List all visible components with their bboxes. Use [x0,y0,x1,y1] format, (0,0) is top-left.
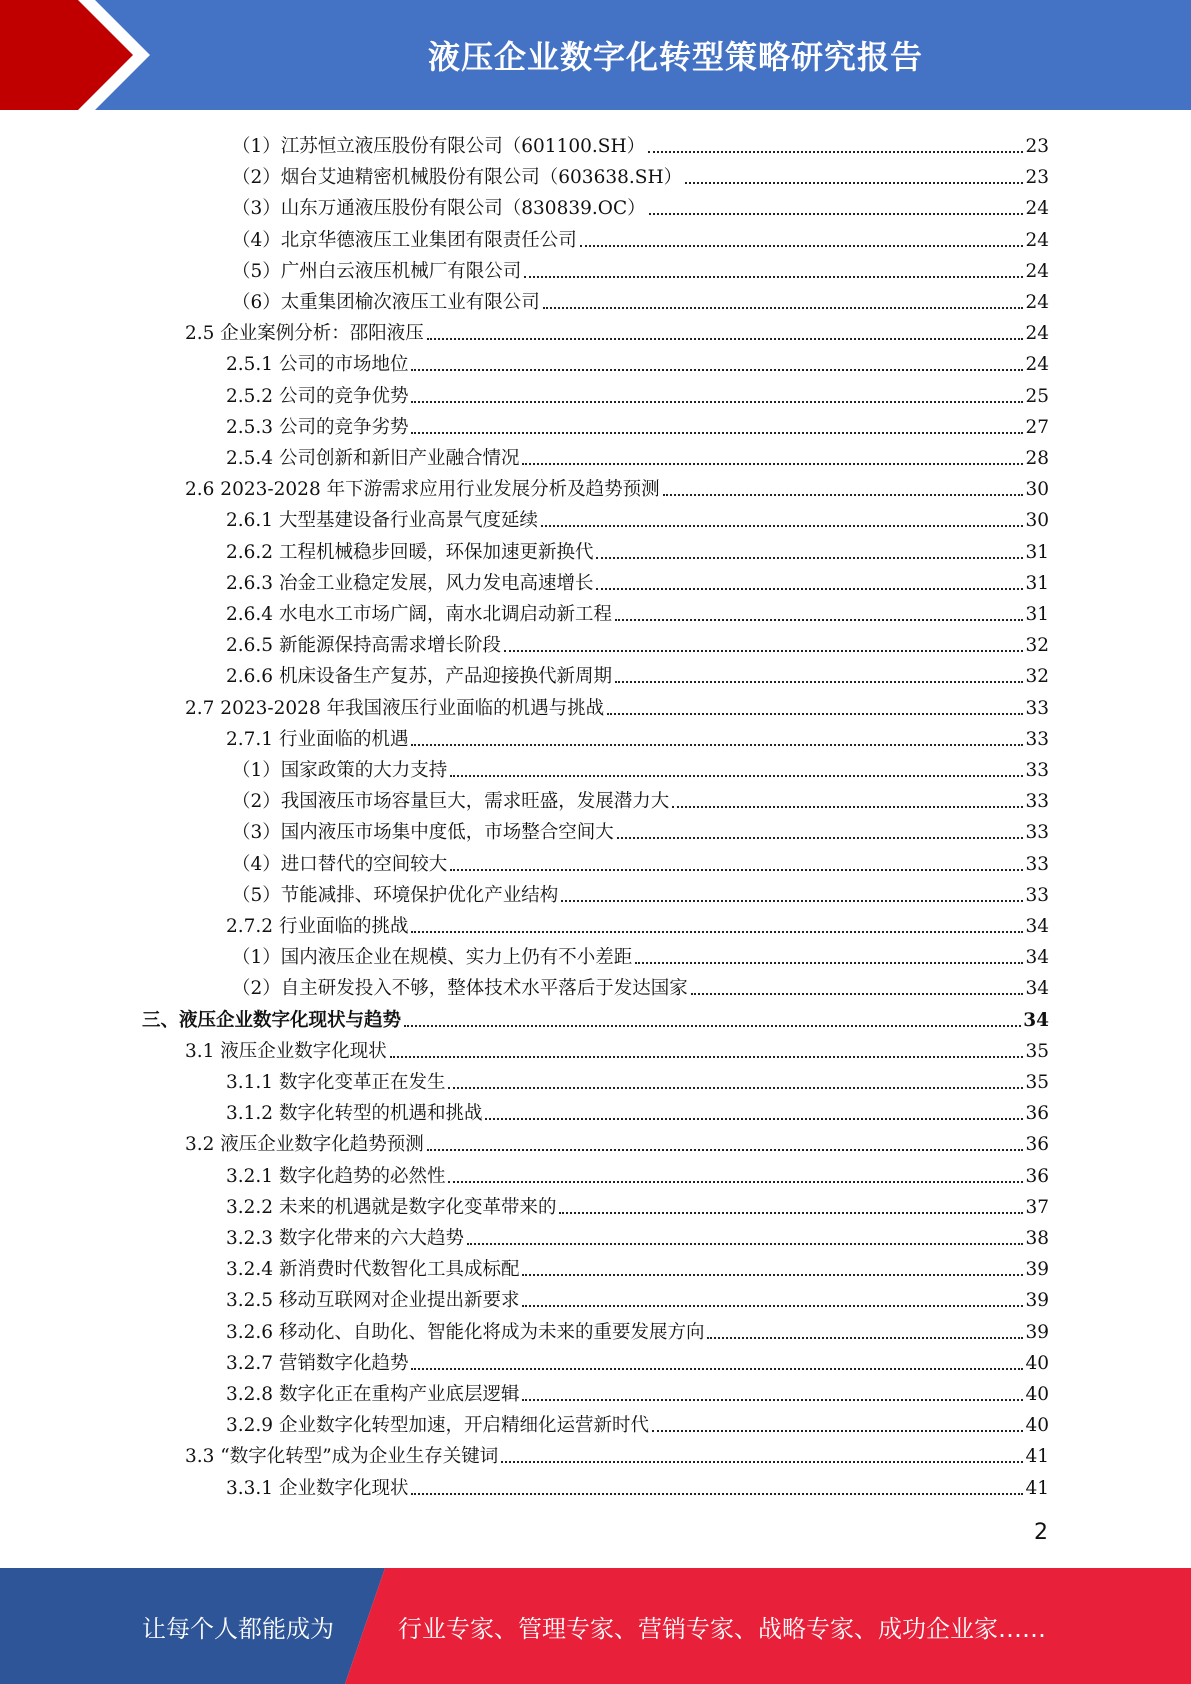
toc-entry-page: 33 [1025,698,1049,719]
toc-dot-leader [707,1337,1023,1339]
toc-entry-label: （3）山东万通液压股份有限公司（830839.OC） [232,198,646,219]
toc-dot-leader [561,900,1023,902]
toc-entry-label: 2.7 2023-2028 年我国液压行业面临的机遇与挑战 [185,698,605,719]
report-title: 液压企业数字化转型策略研究报告 [427,38,923,76]
toc-entry[interactable] [226,1250,1049,1281]
toc-dot-leader [450,775,1023,777]
toc-entry-label: 2.7.2 行业面临的挑战 [226,916,409,937]
toc-dot-leader [485,1118,1023,1120]
toc-dot-leader [522,1274,1023,1276]
toc-entry-page: 30 [1025,510,1049,531]
toc-entry-label: （2）我国液压市场容量巨大，需求旺盛，发展潜力大 [232,791,670,812]
toc-entry-page: 39 [1025,1259,1049,1280]
toc-entry-label: （4）北京华德液压工业集团有限责任公司 [232,230,577,251]
toc-entry[interactable] [232,127,1049,158]
toc-dot-leader [635,962,1023,964]
toc-entry-label: （1）江苏恒立液压股份有限公司（601100.SH） [232,136,646,157]
toc-entry-label: （1）国内液压企业在规模、实力上仍有不小差距 [232,947,633,968]
toc-entry[interactable] [226,1406,1049,1437]
toc-entry-page: 31 [1025,542,1049,563]
toc-entry-page: 34 [1023,1010,1049,1031]
toc-entry-page: 33 [1025,760,1049,781]
toc-entry[interactable] [226,626,1049,657]
chevron-arrow-icon [0,0,160,110]
toc-dot-leader [411,1368,1023,1370]
toc-entry-page: 24 [1025,198,1049,219]
toc-entry[interactable] [226,1157,1049,1188]
toc-entry-label: 3.1.2 数字化转型的机遇和挑战 [226,1103,483,1124]
toc-entry-page: 28 [1025,448,1049,469]
toc-dot-leader [522,1399,1023,1401]
toc-dot-leader [411,369,1023,371]
toc-entry-page: 38 [1025,1228,1049,1249]
toc-entry-label: 2.5.2 公司的竞争优势 [226,386,409,407]
toc-entry[interactable] [226,1281,1049,1312]
toc-entry-label: （6）太重集团榆次液压工业有限公司 [232,292,540,313]
toc-entry[interactable] [185,314,1049,345]
toc-dot-leader [685,182,1023,184]
toc-entry[interactable] [232,969,1049,1000]
toc-dot-leader [411,1493,1023,1495]
toc-entry[interactable] [232,283,1049,314]
toc-dot-leader [501,1461,1023,1463]
toc-entry-label: 2.6.4 水电水工市场广阔，南水北调启动新工程 [226,604,612,625]
toc-entry-page: 36 [1025,1103,1049,1124]
toc-entry[interactable] [226,1469,1049,1500]
toc-entry-label: 2.6.6 机床设备生产复苏，产品迎接换代新周期 [226,666,612,687]
toc-entry-label: 2.6.2 工程机械稳步回暖，环保加速更新换代 [226,542,594,563]
toc-entry-label: 3.2.6 移动化、自助化、智能化将成为未来的重要发展方向 [226,1322,705,1343]
toc-dot-leader [411,432,1023,434]
toc-entry-page: 33 [1025,885,1049,906]
toc-dot-leader [648,151,1023,153]
toc-entry-label: （4）进口替代的空间较大 [232,854,448,875]
page-footer [0,1568,1191,1684]
toc-entry-page: 40 [1025,1353,1049,1374]
toc-entry-label: 2.7.1 行业面临的机遇 [226,729,409,750]
toc-entry[interactable] [226,1219,1049,1250]
toc-dot-leader [691,993,1024,995]
toc-entry-page: 24 [1025,323,1049,344]
toc-entry-page: 37 [1025,1197,1049,1218]
toc-entry[interactable] [232,221,1049,252]
report-header [0,0,1191,110]
toc-dot-leader [390,1056,1024,1058]
page-number: 2 [1034,1520,1048,1545]
toc-entry-page: 23 [1025,136,1049,157]
toc-entry-page: 41 [1025,1478,1049,1499]
toc-entry[interactable] [226,564,1049,595]
toc-entry[interactable] [226,408,1049,439]
toc-entry-label: 2.5.4 公司创新和新旧产业融合情况 [226,448,520,469]
toc-dot-leader [427,338,1024,340]
toc-entry-label: 3.2.8 数字化正在重构产业底层逻辑 [226,1384,520,1405]
toc-dot-leader [559,1212,1023,1214]
toc-entry-label: （2）烟台艾迪精密机械股份有限公司（603638.SH） [232,167,683,188]
toc-dot-leader [522,1305,1023,1307]
toc-entry[interactable] [226,595,1049,626]
toc-entry-page: 35 [1025,1041,1049,1062]
toc-entry[interactable] [226,720,1049,751]
toc-entry[interactable] [232,876,1049,907]
toc-entry-page: 35 [1025,1072,1049,1093]
toc-entry-page: 36 [1025,1134,1049,1155]
toc-dot-leader [448,1087,1023,1089]
toc-entry[interactable] [142,1001,1049,1032]
toc-entry-label: 3.2.4 新消费时代数智化工具成标配 [226,1259,520,1280]
toc-entry-page: 23 [1025,167,1049,188]
toc-entry[interactable] [185,689,1049,720]
toc-dot-leader [411,744,1023,746]
toc-dot-leader [467,1243,1023,1245]
toc-entry[interactable] [226,657,1049,688]
toc-dot-leader [596,557,1023,559]
toc-entry-label: 2.6.1 大型基建设备行业高景气度延续 [226,510,538,531]
toc-entry[interactable] [226,501,1049,532]
toc-entry-page: 41 [1025,1446,1049,1467]
toc-dot-leader [615,681,1023,683]
toc-dot-leader [448,1181,1023,1183]
toc-dot-leader [617,837,1024,839]
toc-entry-page: 40 [1025,1415,1049,1436]
toc-entry-page: 32 [1025,635,1049,656]
toc-dot-leader [524,276,1023,278]
toc-dot-leader [504,650,1023,652]
toc-entry-label: 3.3.1 企业数字化现状 [226,1478,409,1499]
toc-entry-label: 3.2.7 营销数字化趋势 [226,1353,409,1374]
toc-entry-page: 31 [1025,604,1049,625]
toc-entry-label: 3.2.9 企业数字化转型加速，开启精细化运营新时代 [226,1415,649,1436]
toc-entry[interactable] [185,1032,1049,1063]
toc-entry[interactable] [226,377,1049,408]
footer-slogan-right: 行业专家、管理专家、营销专家、战略专家、成功企业家…… [398,1614,1046,1643]
toc-entry-label: 3.1.1 数字化变革正在发生 [226,1072,446,1093]
toc-entry-label: 3.2.3 数字化带来的六大趋势 [226,1228,464,1249]
toc-entry-page: 40 [1025,1384,1049,1405]
toc-entry[interactable] [232,813,1049,844]
toc-dot-leader [596,588,1023,590]
toc-dot-leader [607,713,1023,715]
toc-entry[interactable] [185,1437,1049,1468]
toc-entry-page: 24 [1025,261,1049,282]
toc-entry[interactable] [226,907,1049,938]
toc-entry-label: 3.2.5 移动互联网对企业提出新要求 [226,1290,520,1311]
toc-entry-page: 39 [1025,1290,1049,1311]
toc-entry-page: 33 [1025,791,1049,812]
toc-entry[interactable] [226,533,1049,564]
toc-dot-leader [522,463,1023,465]
toc-entry-label: （1）国家政策的大力支持 [232,760,448,781]
toc-dot-leader [541,525,1023,527]
toc-dot-leader [543,307,1024,309]
toc-entry-page: 36 [1025,1166,1049,1187]
toc-dot-leader [615,619,1023,621]
toc-entry-label: （5）节能减排、环境保护优化产业结构 [232,885,559,906]
toc-entry[interactable] [232,158,1049,189]
toc-entry[interactable] [226,1094,1049,1125]
toc-entry-label: 2.6 2023-2028 年下游需求应用行业发展分析及趋势预测 [185,479,660,500]
toc-entry[interactable] [232,751,1049,782]
toc-entry-page: 24 [1025,354,1049,375]
toc-entry-label: （5）广州白云液压机械厂有限公司 [232,261,522,282]
footer-slogan-left: 让每个人都能成为 [142,1614,334,1643]
toc-entry[interactable] [185,470,1049,501]
toc-dot-leader [427,1149,1024,1151]
toc-entry-label: 2.5 企业案例分析：邵阳液压 [185,323,424,344]
toc-dot-leader [663,494,1024,496]
toc-entry[interactable] [226,1063,1049,1094]
toc-entry-page: 25 [1025,386,1049,407]
toc-dot-leader [652,1430,1023,1432]
toc-entry-label: 3.1 液压企业数字化现状 [185,1041,387,1062]
toc-entry[interactable] [226,1344,1049,1375]
toc-entry-label: 3.2 液压企业数字化趋势预测 [185,1134,424,1155]
toc-entry-page: 24 [1025,230,1049,251]
toc-dot-leader [404,1025,1021,1027]
toc-dot-leader [411,401,1023,403]
toc-dot-leader [450,869,1023,871]
toc-entry-page: 32 [1025,666,1049,687]
toc-entry-label: 2.6.5 新能源保持高需求增长阶段 [226,635,501,656]
toc-entry-label: 3.2.2 未来的机遇就是数字化变革带来的 [226,1197,557,1218]
toc-entry[interactable] [232,845,1049,876]
toc-entry-page: 34 [1025,947,1049,968]
toc-entry-label: 2.5.1 公司的市场地位 [226,354,409,375]
toc-entry-label: 三、液压企业数字化现状与趋势 [142,1010,402,1031]
toc-entry-label: （2）自主研发投入不够，整体技术水平落后于发达国家 [232,978,688,999]
toc-entry-label: 3.3 “数字化转型”成为企业生存关键词 [185,1446,499,1467]
toc-dot-leader [580,245,1024,247]
toc-dot-leader [649,213,1024,215]
toc-entry[interactable] [232,782,1049,813]
toc-dot-leader [672,806,1023,808]
toc-entry[interactable] [232,252,1049,283]
toc-entry-page: 30 [1025,479,1049,500]
toc-entry-label: 3.2.1 数字化趋势的必然性 [226,1166,446,1187]
toc-entry[interactable] [185,1125,1049,1156]
toc-entry[interactable] [226,345,1049,376]
toc-entry[interactable] [232,189,1049,220]
toc-entry-label: （3）国内液压市场集中度低，市场整合空间大 [232,822,614,843]
toc-entry-page: 34 [1025,916,1049,937]
toc-entry-page: 33 [1025,822,1049,843]
toc-entry-label: 2.5.3 公司的竞争劣势 [226,417,409,438]
toc-entry[interactable] [232,938,1049,969]
toc-entry[interactable] [226,439,1049,470]
toc-entry-label: 2.6.3 冶金工业稳定发展，风力发电高速增长 [226,573,594,594]
toc-entry[interactable] [226,1313,1049,1344]
toc-entry-page: 24 [1025,292,1049,313]
toc-entry-page: 33 [1025,729,1049,750]
toc-entry-page: 34 [1025,978,1049,999]
toc-dot-leader [411,931,1023,933]
toc-entry[interactable] [226,1375,1049,1406]
toc-entry-page: 39 [1025,1322,1049,1343]
toc-entry-page: 27 [1025,417,1049,438]
toc-entry-page: 33 [1025,854,1049,875]
toc-entry[interactable] [226,1188,1049,1219]
toc-entry-page: 31 [1025,573,1049,594]
